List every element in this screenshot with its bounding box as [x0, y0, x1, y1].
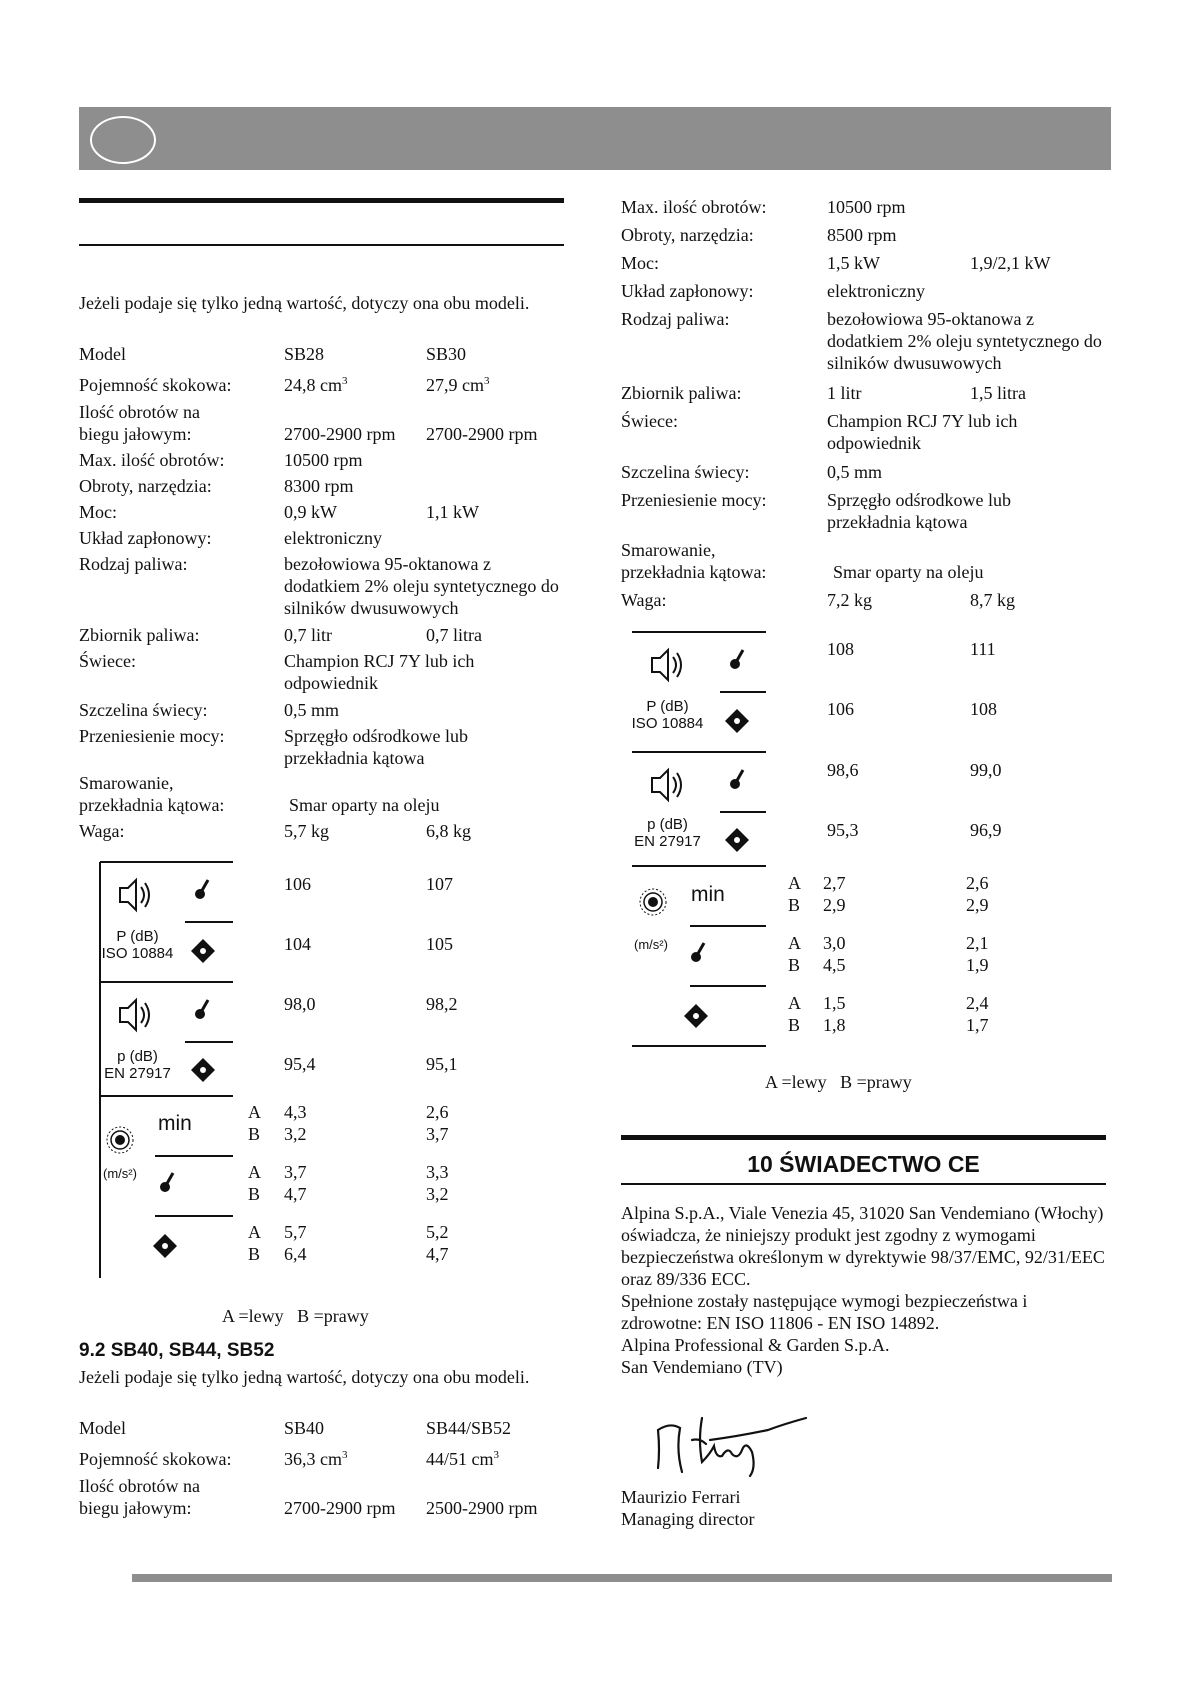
- handle-label: A: [248, 1102, 261, 1122]
- legend: A =lewy B =prawy: [222, 1306, 369, 1326]
- spec-label: Model: [79, 1418, 126, 1438]
- spec-value: SB28: [284, 344, 325, 364]
- vibration-value: 2,9: [966, 895, 989, 915]
- spec-value: 8500 rpm: [827, 225, 897, 245]
- sound-value: 95,4: [284, 1054, 316, 1074]
- vibration-value: 3,3: [426, 1162, 449, 1182]
- vibration-value: 3,0: [823, 933, 846, 953]
- spec-label: biegu jałowym:: [79, 1498, 192, 1518]
- spec-label: Ilość obrotów na: [79, 1476, 200, 1496]
- spec-value: 1,5 kW: [827, 253, 880, 273]
- ce-title: 10 ŚWIADECTWO CE: [747, 1151, 980, 1177]
- spec-value: 5,7 kg: [284, 821, 329, 841]
- spec-label: Szczelina świecy:: [621, 462, 750, 482]
- idle-label: min: [158, 1112, 192, 1135]
- ce-place: San Vendemiano (TV): [621, 1357, 783, 1377]
- trimmer-head-icon: [195, 1000, 208, 1019]
- spec-value: 2700-2900 rpm: [284, 424, 396, 444]
- spec-label: Smarowanie,: [621, 540, 716, 560]
- spec-label: Zbiornik paliwa:: [621, 383, 742, 403]
- vibration-unit-label: (m/s²): [103, 1166, 137, 1181]
- vibration-value: 3,2: [284, 1124, 307, 1144]
- spec-label: Moc:: [621, 253, 659, 273]
- vibration-value: 4,7: [426, 1244, 449, 1264]
- speaker-icon: [652, 770, 681, 800]
- vibration-value: 1,9: [966, 955, 989, 975]
- blade-icon: [684, 1004, 708, 1028]
- signer-name: Maurizio Ferrari: [621, 1487, 741, 1507]
- sound-value: 105: [426, 934, 453, 954]
- spec-value: 1 litr: [827, 383, 862, 403]
- sound-value: 96,9: [970, 820, 1002, 840]
- vibration-value: 2,9: [823, 895, 846, 915]
- intro-text: Jeżeli podaje się tylko jedną wartość, dotyczy ona obu modeli.: [79, 293, 530, 313]
- vibration-unit-label: (m/s²): [634, 937, 668, 952]
- spec-label: Moc:: [79, 502, 117, 522]
- spec-value: SB30: [426, 344, 467, 364]
- spec-label: biegu jałowym:: [79, 424, 192, 444]
- spec-label: Szczelina świecy:: [79, 700, 208, 720]
- spec-label: Waga:: [621, 590, 667, 610]
- spec-value: 0,9 kW: [284, 502, 337, 522]
- section-rule-thick: [621, 1135, 1106, 1140]
- ce-body: Spełnione zostały następujące wymogi bezpieczeństwa i zdrowotne: EN ISO 11806 - EN ISO 14892.: [621, 1291, 1028, 1333]
- handle-label: A: [248, 1222, 261, 1242]
- spec-value: Champion RCJ 7Y lub ich odpowiednik: [284, 651, 475, 693]
- spec-value: SB40: [284, 1418, 325, 1438]
- sound-value: 95,1: [426, 1054, 458, 1074]
- spec-value: 8300 rpm: [284, 476, 354, 496]
- vibration-value: 2,6: [426, 1102, 449, 1122]
- spec-label: Układ zapłonowy:: [621, 281, 754, 301]
- spec-label: Max. ilość obrotów:: [79, 450, 225, 470]
- sound-power-label: P (dB) ISO 10884: [101, 928, 174, 962]
- speaker-icon: [120, 1000, 149, 1030]
- spec-label: Obroty, narzędzia:: [621, 225, 754, 245]
- section-heading: 9.2 SB40, SB44, SB52: [79, 1340, 275, 1361]
- blade-icon: [725, 828, 749, 852]
- spec-value: 7,2 kg: [827, 590, 872, 610]
- trimmer-head-icon: [730, 770, 743, 789]
- sound-value: 99,0: [970, 760, 1002, 780]
- spec-value: 2500-2900 rpm: [426, 1498, 538, 1518]
- intro-text: Jeżeli podaje się tylko jedną wartość, dotyczy ona obu modeli.: [79, 1367, 530, 1387]
- spec-value: bezołowiowa 95-oktanowa z dodatkiem 2% oleju syntetycznego do silników dwusuwowych: [827, 309, 1102, 373]
- blade-icon: [191, 939, 215, 963]
- sound-value: 98,6: [827, 760, 859, 780]
- spec-value: 0,7 litr: [284, 625, 332, 645]
- spec-label: Przeniesienie mocy:: [621, 490, 767, 510]
- spec-label: Świece:: [621, 411, 678, 431]
- vibration-value: 3,2: [426, 1184, 449, 1204]
- vibration-value: 6,4: [284, 1244, 307, 1264]
- handle-label: B: [788, 955, 801, 975]
- handle-label: B: [248, 1184, 261, 1204]
- sound-value: 98,0: [284, 994, 316, 1014]
- handle-label: B: [788, 1015, 801, 1035]
- vibration-value: 2,6: [966, 873, 989, 893]
- spec-label: Rodzaj paliwa:: [79, 554, 188, 574]
- spec-label: Pojemność skokowa:: [79, 1449, 232, 1469]
- trimmer-head-icon: [195, 880, 208, 899]
- spec-label: Smarowanie,: [79, 773, 174, 793]
- sound-value: 108: [970, 699, 997, 719]
- blade-icon: [191, 1058, 215, 1082]
- sound-pressure-label: p (dB) EN 27917: [104, 1048, 171, 1082]
- handle-label: A: [248, 1162, 261, 1182]
- spec-value: Sprzęgło odśrodkowe lub przekładnia kątowa: [284, 726, 468, 768]
- spec-value: 1,1 kW: [426, 502, 479, 522]
- spec-label: Pojemność skokowa:: [79, 375, 232, 395]
- speaker-icon: [652, 650, 681, 680]
- sound-value: 95,3: [827, 820, 859, 840]
- spec-value: 1,9/2,1 kW: [970, 253, 1051, 273]
- vibration-value: 2,1: [966, 933, 989, 953]
- vibration-value: 4,3: [284, 1102, 307, 1122]
- vibration-value: 3,7: [426, 1124, 449, 1144]
- signature: [650, 1410, 820, 1480]
- ce-body: Alpina S.p.A., Viale Venezia 45, 31020 San Vendemiano (Włochy) oświadcza, że niniejszy produkt jest zgodny z wymogami bezpieczeństwa określonym w dyrektywie 98/37/EMC, 92/31/EEC oraz 89/336 ECC.: [621, 1203, 1105, 1289]
- spec-value: 0,7 litra: [426, 625, 482, 645]
- vibration-value: 4,5: [823, 955, 846, 975]
- spec-label: Układ zapłonowy:: [79, 528, 212, 548]
- spec-value: Sprzęgło odśrodkowe lub przekładnia kątowa: [827, 490, 1011, 532]
- spec-value: 2700-2900 rpm: [426, 424, 538, 444]
- spec-value: 1,5 litra: [970, 383, 1026, 403]
- sound-value: 106: [827, 699, 854, 719]
- sound-value: 108: [827, 639, 854, 659]
- section-rule-thin: [79, 244, 564, 246]
- spec-value: 0,5 mm: [827, 462, 883, 482]
- trimmer-head-icon: [730, 650, 743, 669]
- spec-value: 24,8 $cm^3$: [284, 375, 348, 395]
- section-rule-thick: [79, 198, 564, 203]
- spec-label: Rodzaj paliwa:: [621, 309, 730, 329]
- footer-bar: [132, 1574, 1112, 1582]
- blade-icon: [153, 1234, 177, 1258]
- trimmer-head-icon: [691, 943, 704, 962]
- handle-label: B: [788, 895, 801, 915]
- ce-company: Alpina Professional & Garden S.p.A.: [621, 1335, 890, 1355]
- sound-value: 98,2: [426, 994, 458, 1014]
- vibration-icon: [107, 1127, 133, 1153]
- spec-value: 6,8 kg: [426, 821, 471, 841]
- vibration-icon: [640, 889, 666, 915]
- handle-label: A: [788, 933, 801, 953]
- handle-label: A: [788, 873, 801, 893]
- speaker-icon: [120, 880, 149, 910]
- spec-value: Smar oparty na oleju: [833, 562, 984, 582]
- spec-value: elektroniczny: [827, 281, 925, 301]
- spec-label: Świece:: [79, 651, 136, 671]
- spec-label: Obroty, narzędzia:: [79, 476, 212, 496]
- sound-power-label: P (dB) ISO 10884: [631, 698, 704, 732]
- vibration-value: 4,7: [284, 1184, 307, 1204]
- vibration-value: 1,8: [823, 1015, 846, 1035]
- spec-value: 44/51 $cm^3$: [426, 1449, 499, 1469]
- spec-label: Model: [79, 344, 126, 364]
- spec-label: Waga:: [79, 821, 125, 841]
- spec-label: Zbiornik paliwa:: [79, 625, 200, 645]
- spec-value: 10500 rpm: [284, 450, 363, 470]
- vibration-value: 2,7: [823, 873, 846, 893]
- vibration-value: 1,5: [823, 993, 846, 1013]
- spec-value: 10500 rpm: [827, 197, 906, 217]
- trimmer-head-icon: [160, 1173, 173, 1192]
- vibration-value: 1,7: [966, 1015, 989, 1035]
- sound-value: 107: [426, 874, 453, 894]
- sound-value: 104: [284, 934, 311, 954]
- idle-label: min: [691, 883, 725, 906]
- section-rule-thin: [621, 1183, 1106, 1185]
- vibration-value: 3,7: [284, 1162, 307, 1182]
- sound-value: 111: [970, 639, 996, 659]
- spec-value: 36,3 $cm^3$: [284, 1449, 348, 1469]
- spec-label: przekładnia kątowa:: [79, 795, 225, 815]
- vibration-value: 5,2: [426, 1222, 449, 1242]
- signer-role: Managing director: [621, 1509, 755, 1529]
- sound-pressure-label: p (dB) EN 27917: [634, 816, 701, 850]
- handle-label: B: [248, 1244, 261, 1264]
- blade-icon: [725, 709, 749, 733]
- handle-label: B: [248, 1124, 261, 1144]
- legend: A =lewy B =prawy: [765, 1072, 912, 1092]
- spec-value: elektroniczny: [284, 528, 382, 548]
- vibration-value: 2,4: [966, 993, 989, 1013]
- spec-value: 2700-2900 rpm: [284, 1498, 396, 1518]
- spec-value: Smar oparty na oleju: [289, 795, 440, 815]
- handle-label: A: [788, 993, 801, 1013]
- spec-value: bezołowiowa 95-oktanowa z dodatkiem 2% oleju syntetycznego do silników dwusuwowych: [284, 554, 559, 618]
- spec-value: 8,7 kg: [970, 590, 1015, 610]
- header-band: [79, 107, 1111, 170]
- vibration-value: 5,7: [284, 1222, 307, 1242]
- spec-label: Przeniesienie mocy:: [79, 726, 225, 746]
- spec-value: SB44/SB52: [426, 1418, 512, 1438]
- spec-label: Max. ilość obrotów:: [621, 197, 767, 217]
- language-badge: [90, 116, 156, 164]
- spec-label: Ilość obrotów na: [79, 402, 200, 422]
- spec-value: Champion RCJ 7Y lub ich odpowiednik: [827, 411, 1018, 453]
- sound-value: 106: [284, 874, 311, 894]
- spec-value: 27,9 $cm^3$: [426, 375, 490, 395]
- spec-value: 0,5 mm: [284, 700, 340, 720]
- spec-label: przekładnia kątowa:: [621, 562, 767, 582]
